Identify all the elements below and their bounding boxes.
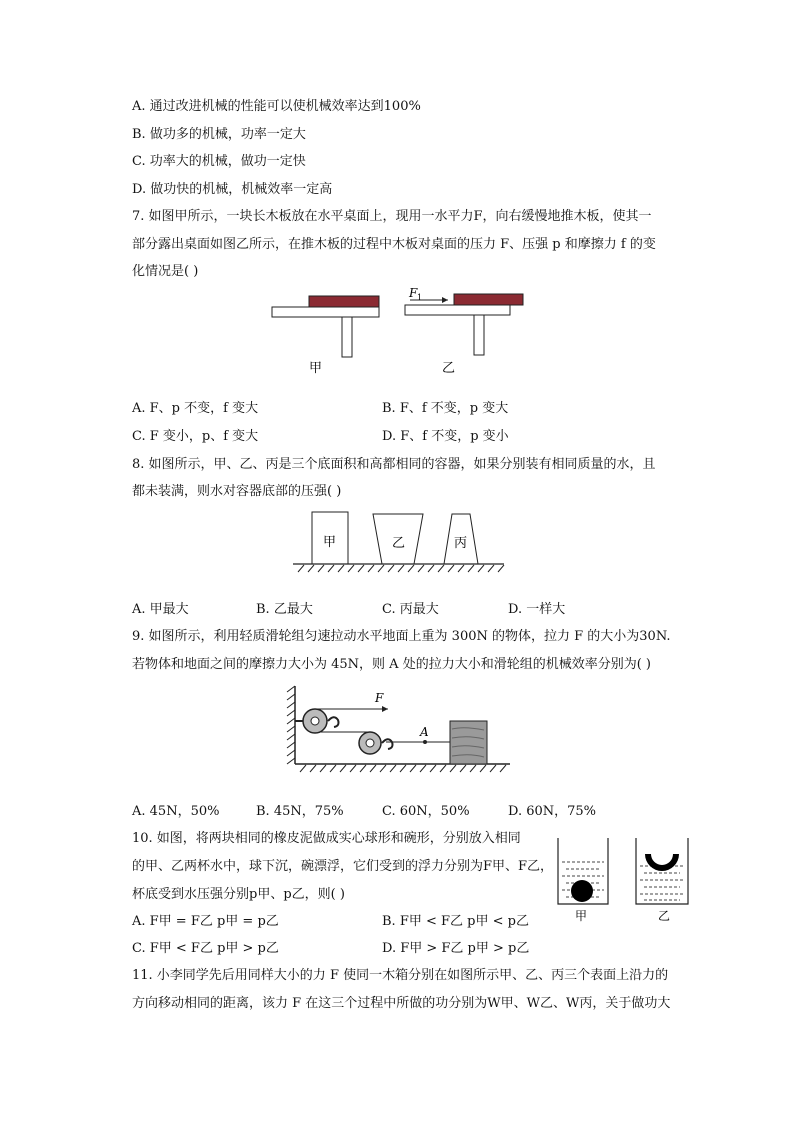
q7-option-b: B. F、f 不变，p 变大 [382, 401, 509, 416]
q7-stem-line3: 化情况是( ) [132, 264, 199, 279]
q7-label-right: 乙 [442, 361, 456, 376]
q8-option-a: A. 甲最大 [132, 602, 189, 617]
q9-fixed-pulley-hub [311, 717, 319, 725]
q6-option-d: D. 做功快的机械，机械效率一定高 [132, 182, 333, 197]
q8-option-b: B. 乙最大 [256, 602, 313, 617]
q9-wall-hatch [287, 686, 295, 764]
q9-option-d: D. 60N，75% [508, 804, 597, 819]
q9-point-a [423, 740, 427, 744]
q9-point-a-label: A [420, 725, 429, 739]
q10-option-b: B. F甲 < F乙 p甲 < p乙 [382, 914, 529, 929]
q7-table-top-left [272, 307, 379, 317]
q10-option-a: A. F甲 = F乙 p甲 = p乙 [132, 914, 279, 929]
q9-stem-line2: 若物体和地面之间的摩擦力大小为 45N，则 A 处的拉力大小和滑轮组的机械效率分别为( ) [132, 657, 651, 672]
q9-figure [284, 684, 514, 776]
q9-stem-line1: 9. 如图所示，利用轻质滑轮组匀速拉动水平地面上重为 300N 的物体，拉力 F 的大小为30N. [132, 629, 671, 644]
q8-stem-line2: 都未装满，则水对容器底部的压强( ) [132, 484, 342, 499]
q9-force-arrowhead [382, 706, 388, 712]
q7-option-c: C. F 变小，p、f 变大 [132, 429, 259, 444]
q10-option-c: C. F甲 < F乙 p甲 > p乙 [132, 941, 279, 956]
q8-ground-hatch [298, 565, 504, 572]
q10-stem-line1: 10. 如图，将两块相同的橡皮泥做成实心球形和碗形，分别放入相同 [132, 831, 521, 846]
q9-ground-hatch [300, 765, 506, 772]
q8-option-c: C. 丙最大 [382, 602, 439, 617]
q8-figure [290, 506, 508, 576]
q6-option-c: C. 功率大的机械，做功一定快 [132, 154, 306, 169]
q7-table-top-right [405, 305, 510, 315]
q9-option-b: B. 45N，75% [256, 804, 344, 819]
q10-bowl [645, 854, 679, 871]
q10-figure [556, 836, 692, 926]
q6-option-b: B. 做功多的机械，功率一定大 [132, 127, 306, 142]
q9-force-label: F [375, 691, 384, 705]
q6-option-a: A. 通过改进机械的性能可以使机械效率达到100% [132, 99, 421, 114]
q7-stem-line2: 部分露出桌面如图乙所示，在推木板的过程中木板对桌面的压力 F、压强 p 和摩擦力 f 的变 [132, 237, 656, 252]
q9-hook-top [328, 717, 339, 727]
q7-board-left [309, 296, 379, 307]
q7-option-d: D. F、f 不变，p 变小 [382, 429, 509, 444]
q9-option-a: A. 45N，50% [132, 804, 220, 819]
q9-movable-pulley-hub [366, 739, 374, 747]
q7-table-leg-right [474, 315, 484, 355]
q8-stem-line1: 8. 如图所示，甲、乙、丙是三个底面积和高都相同的容器，如果分别装有相同质量的水，且 [132, 457, 656, 472]
q8-label-yi: 乙 [392, 536, 406, 551]
q10-option-d: D. F甲 > F乙 p甲 > p乙 [382, 941, 530, 956]
q7-force-arrowhead [442, 297, 448, 303]
q7-label-left: 甲 [309, 361, 323, 376]
q10-label-jia: 甲 [575, 909, 588, 923]
q7-force-sub: 1 [417, 293, 423, 302]
q11-stem-line1: 11. 小李同学先后用同样大小的力 F 使同一木箱分别在如图所示甲、乙、丙三个表面上沿力的 [132, 968, 669, 983]
q7-board-right [454, 294, 523, 305]
q8-option-d: D. 一样大 [508, 602, 566, 617]
q7-table-leg-left [342, 317, 352, 357]
q9-hook-bottom [382, 739, 393, 749]
q7-force-label: F [409, 286, 418, 300]
q9-option-c: C. 60N，50% [382, 804, 470, 819]
q7-stem-line1: 7. 如图甲所示，一块长木板放在水平桌面上，现用一水平力F，向右缓慢地推木板，使其一 [132, 209, 652, 224]
q8-label-bing: 丙 [454, 536, 468, 551]
q11-stem-line2: 方向移动相同的距离，该力 F 在这三个过程中所做的功分别为W甲、W乙、W丙，关于做功大 [132, 996, 671, 1011]
q10-stem-line3: 杯底受到水压强分别p甲、p乙，则( ) [132, 887, 345, 902]
q7-option-a: A. F、p 不变，f 变大 [132, 401, 259, 416]
q8-label-jia: 甲 [323, 535, 337, 550]
q10-stem-line2: 的甲、乙两杯水中，球下沉，碗漂浮，它们受到的浮力分别为F甲、F乙， [132, 859, 554, 874]
q10-ball [571, 880, 593, 902]
q10-label-yi: 乙 [658, 909, 671, 923]
q10-water-yi [640, 866, 684, 900]
q7-figure [268, 286, 530, 378]
